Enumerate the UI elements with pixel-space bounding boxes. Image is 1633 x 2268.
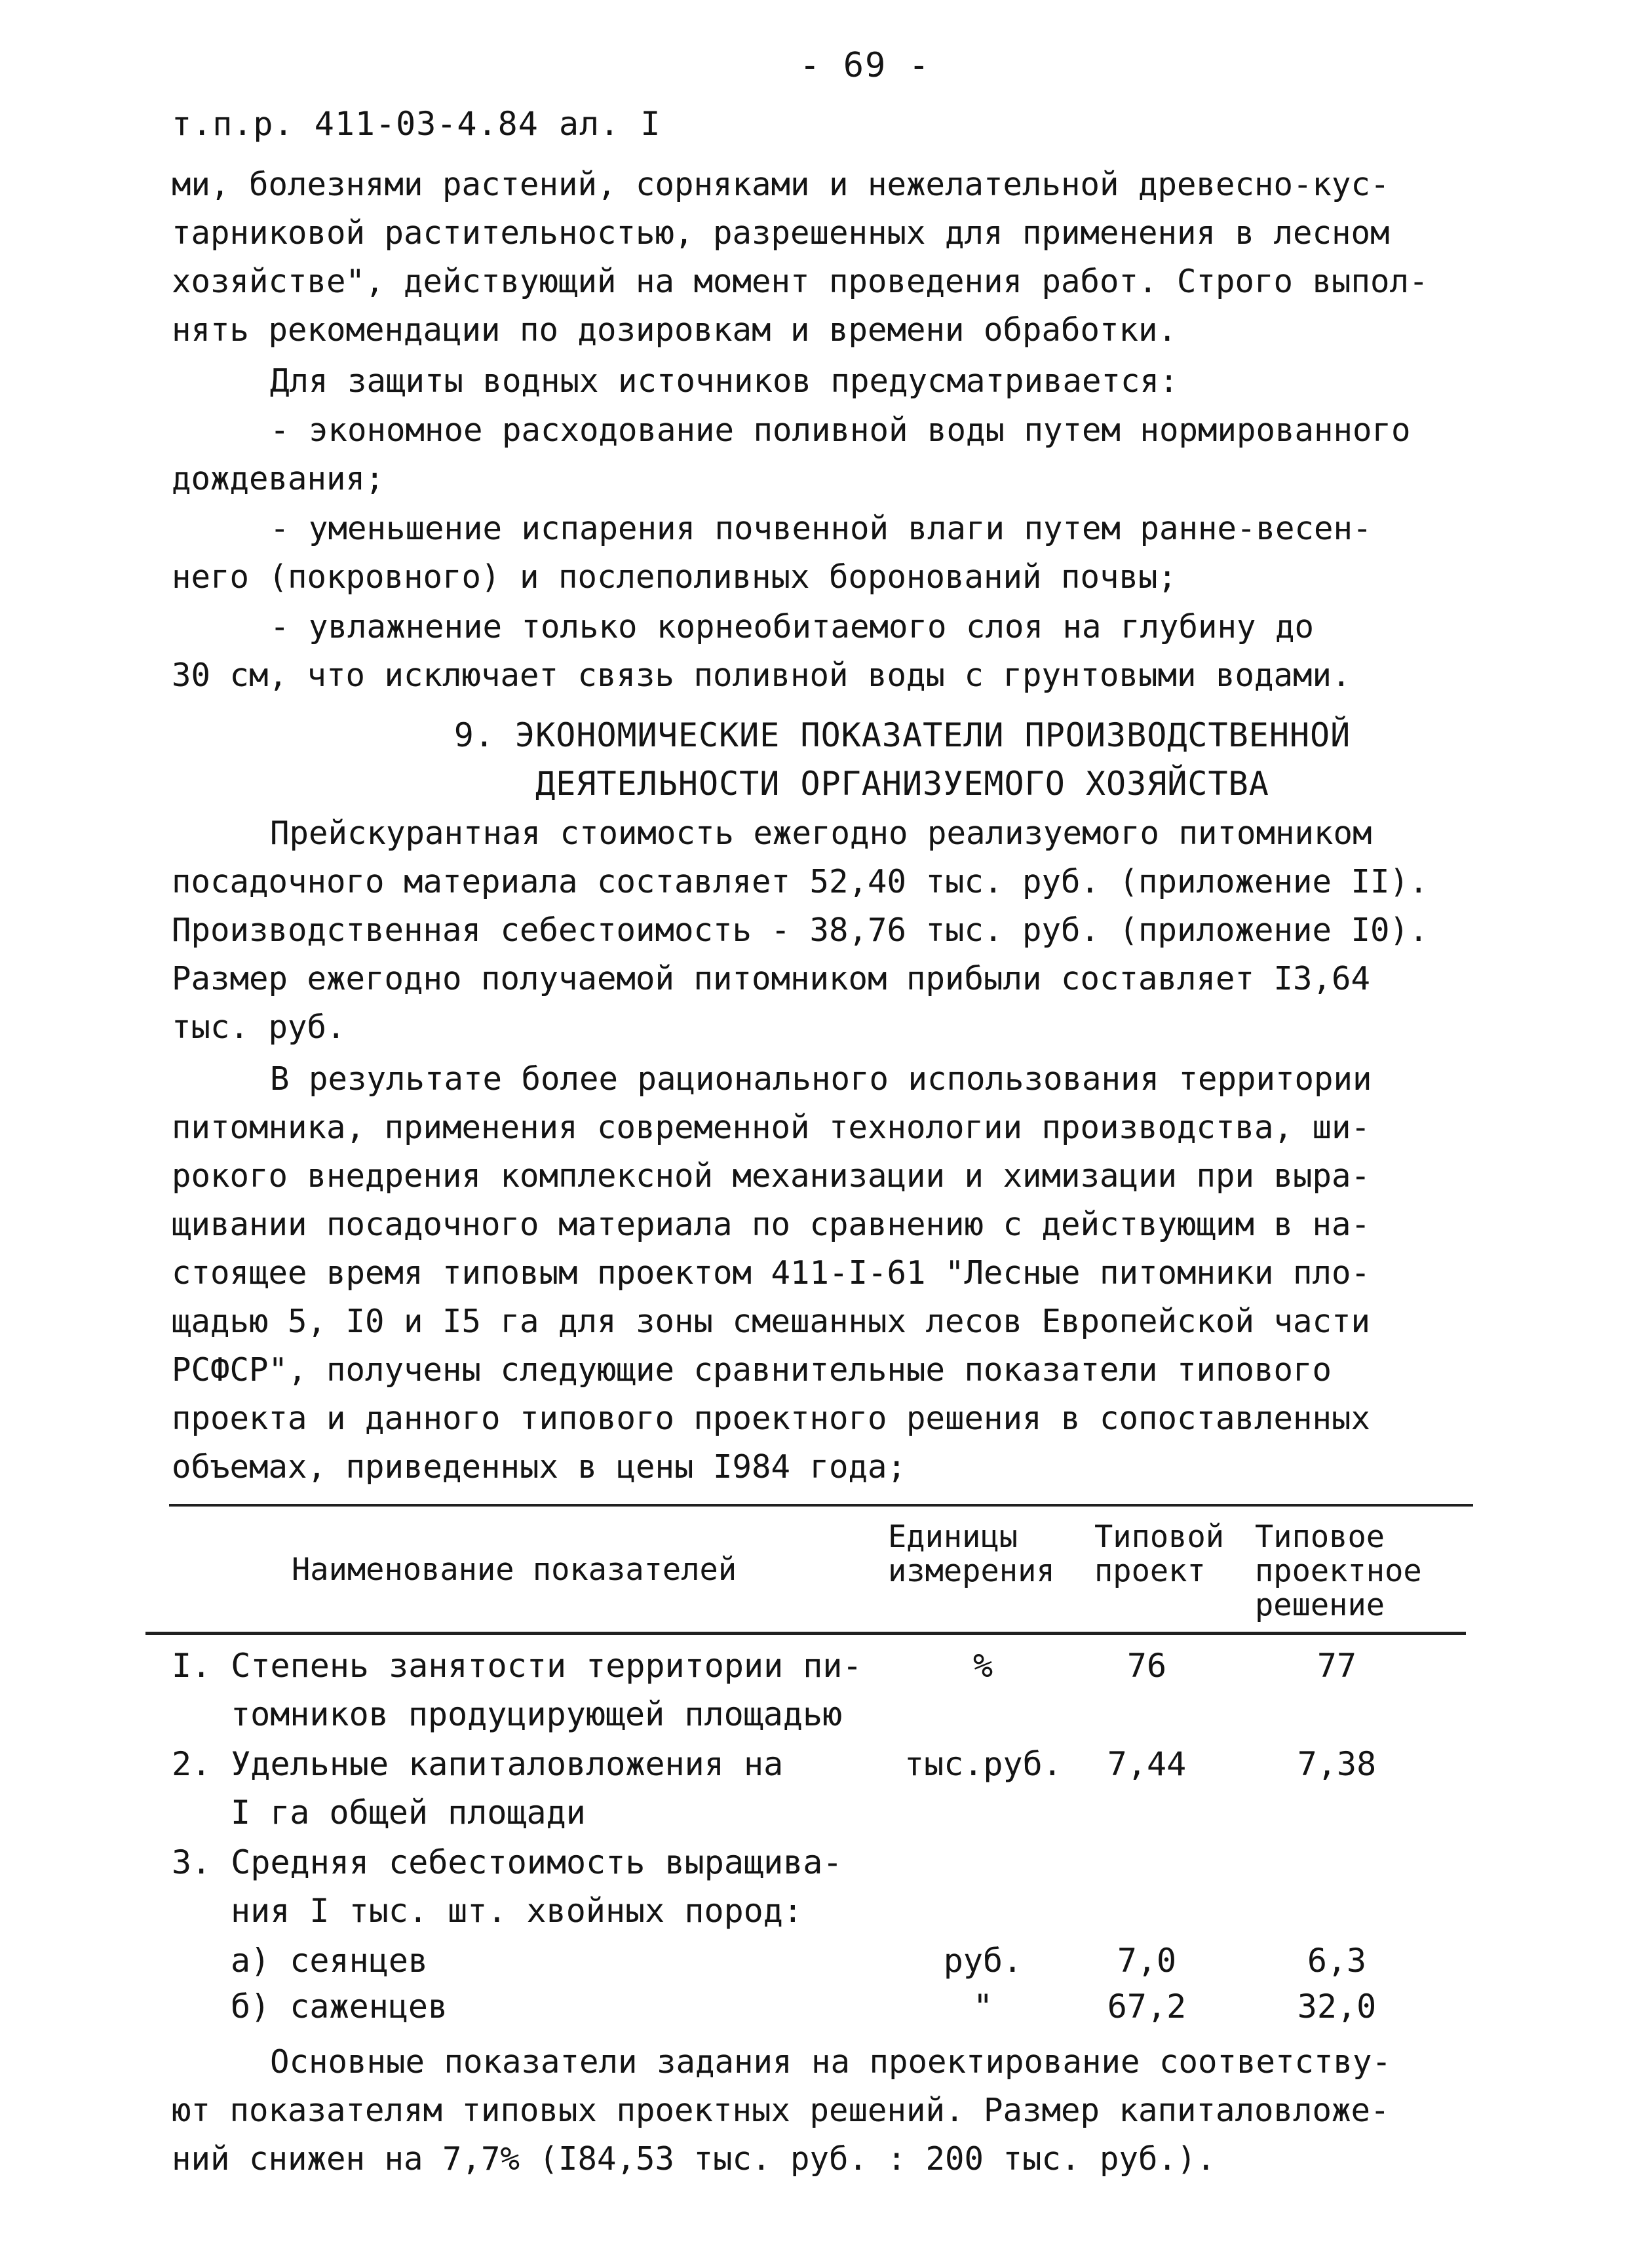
- text-line: тарниковой растительностью, разрешенных для применения в лесном: [172, 214, 1390, 252]
- row-unit: %: [972, 1647, 993, 1685]
- text-line: проекта и данного типового проектного решения в сопоставленных: [172, 1400, 1371, 1437]
- text-line: В результате более рационального использования территории: [270, 1060, 1372, 1098]
- header-unit-line: Единицы: [888, 1519, 1018, 1555]
- paragraph-continuation: [172, 161, 1476, 355]
- header-project-solution: [1255, 1520, 1422, 1623]
- paragraph-price: [172, 809, 1476, 1052]
- table-row-name: [172, 1838, 843, 1935]
- text-line: хозяйстве", действующий на момент проведения работ. Строго выпол-: [172, 263, 1429, 300]
- header-indicator-name: Наименование показателей: [292, 1552, 737, 1588]
- row-solution-value: 32,0: [1297, 1988, 1377, 2026]
- text-line: тыс. руб.: [172, 1009, 346, 1046]
- header-typical-line: проект: [1094, 1553, 1206, 1589]
- text-line: дождевания;: [172, 460, 385, 497]
- row-typical-value: 67,2: [1107, 1988, 1187, 2026]
- text-line: объемах, приведенных в цены I984 года;: [172, 1448, 907, 1486]
- text-line: - уменьшение испарения почвенной влаги путем ранне-весен-: [270, 510, 1372, 547]
- text-line: питомника, применения современной технологии производства, ши-: [172, 1109, 1371, 1146]
- text-line: Основные показатели задания на проектирование соответству-: [270, 2043, 1392, 2081]
- row-solution-value: 7,38: [1297, 1745, 1377, 1783]
- text-line: рокого внедрения комплексной механизации и химизации при выра-: [172, 1157, 1371, 1195]
- row-name-line: 2. Удельные капиталовложения на: [172, 1745, 784, 1783]
- list-item-irrigation: [172, 406, 1476, 503]
- paragraph-comparison: [172, 1055, 1476, 1491]
- table-header-rule: [145, 1632, 1466, 1635]
- text-line: нять рекомендации по дозировкам и времени обработки.: [172, 311, 1178, 349]
- page-number: - 69 -: [799, 46, 931, 85]
- header-solution-line: решение: [1255, 1587, 1385, 1623]
- text-line: - увлажнение только корнеобитаемого слоя на глубину до: [270, 608, 1315, 645]
- text-line: посадочного материала составляет 52,40 тыс. руб. (приложение II).: [172, 863, 1429, 900]
- text-line: РСФСР", получены следующие сравнительные показатели типового: [172, 1351, 1332, 1389]
- section-title: [172, 711, 1554, 808]
- table-row-name: [231, 1982, 448, 2031]
- paragraph-conclusion: [172, 2038, 1476, 2183]
- table-top-rule: [169, 1504, 1473, 1507]
- section-title-line: 9. ЭКОНОМИЧЕСКИЕ ПОКАЗАТЕЛИ ПРОИЗВОДСТВЕННОЙ: [453, 716, 1351, 754]
- text-line: Прейскурантная стоимость ежегодно реализуемого питомником: [270, 815, 1372, 852]
- row-name-line: I. Степень занятости территории пи-: [172, 1647, 862, 1685]
- row-name-line: 3. Средняя себестоимость выращива-: [172, 1843, 843, 1881]
- text-line: Размер ежегодно получаемой питомником прибыли составляет I3,64: [172, 960, 1371, 997]
- row-typical-value: 7,0: [1117, 1942, 1177, 1980]
- text-line: ний снижен на 7,7% (I84,53 тыс. руб. : 200 тыс. руб.).: [172, 2140, 1216, 2178]
- row-solution-value: 6,3: [1307, 1942, 1367, 1980]
- row-unit: руб.: [943, 1942, 1023, 1980]
- row-solution-value: 77: [1316, 1647, 1357, 1685]
- text-line: щадью 5, I0 и I5 га для зоны смешанных лесов Европейской части: [172, 1303, 1371, 1340]
- text-line: щивании посадочного материала по сравнению с действующим в на-: [172, 1206, 1371, 1243]
- section-title-line: ДЕЯТЕЛЬНОСТИ ОРГАНИЗУЕМОГО ХОЗЯЙСТВА: [535, 765, 1269, 803]
- row-name-line: ния I тыс. шт. хвойных пород:: [231, 1892, 803, 1930]
- list-item-evaporation: [172, 505, 1476, 602]
- row-name-line: I га общей площади: [231, 1794, 586, 1832]
- header-solution-line: проектное: [1255, 1553, 1422, 1589]
- paragraph-water-protection: [172, 357, 1476, 406]
- header-typical-project: [1094, 1520, 1224, 1588]
- text-line: ми, болезнями растений, сорняками и нежелательной древесно-кус-: [172, 166, 1390, 203]
- header-typical-line: Типовой: [1094, 1519, 1225, 1555]
- text-line: ют показателям типовых проектных решений. Размер капиталовложе-: [172, 2092, 1390, 2129]
- table-row-name: [172, 1740, 783, 1837]
- row-name-line: а) сеянцев: [231, 1942, 429, 1980]
- header-solution-line: Типовое: [1255, 1519, 1385, 1555]
- row-typical-value: 76: [1126, 1647, 1167, 1685]
- list-item-moistening: [172, 603, 1476, 700]
- table-row-name: [172, 1642, 862, 1739]
- row-name-line: б) саженцев: [231, 1988, 448, 2026]
- header-unit: [888, 1520, 1055, 1588]
- row-typical-value: 7,44: [1107, 1745, 1187, 1783]
- text-line: - экономное расходование поливной воды путем нормированного: [270, 412, 1411, 449]
- row-unit: ": [972, 1988, 993, 2026]
- table-row-name: [231, 1936, 428, 1985]
- row-unit: тыс.руб.: [904, 1745, 1062, 1783]
- document-reference: т.п.р. 411-03-4.84 ал. I: [172, 105, 661, 143]
- header-unit-line: измерения: [888, 1553, 1055, 1589]
- text-line: Производственная себестоимость - 38,76 тыс. руб. (приложение I0).: [172, 912, 1429, 949]
- text-line: 30 см, что исключает связь поливной воды с грунтовыми водами.: [172, 657, 1351, 694]
- row-name-line: томников продуцирующей площадью: [231, 1695, 843, 1733]
- text-line: стоящее время типовым проектом 411-I-61 "Лесные питомники пло-: [172, 1254, 1371, 1292]
- text-line: него (покровного) и послеполивных боронований почвы;: [172, 558, 1178, 596]
- text-line: Для защиты водных источников предусматривается:: [270, 362, 1179, 400]
